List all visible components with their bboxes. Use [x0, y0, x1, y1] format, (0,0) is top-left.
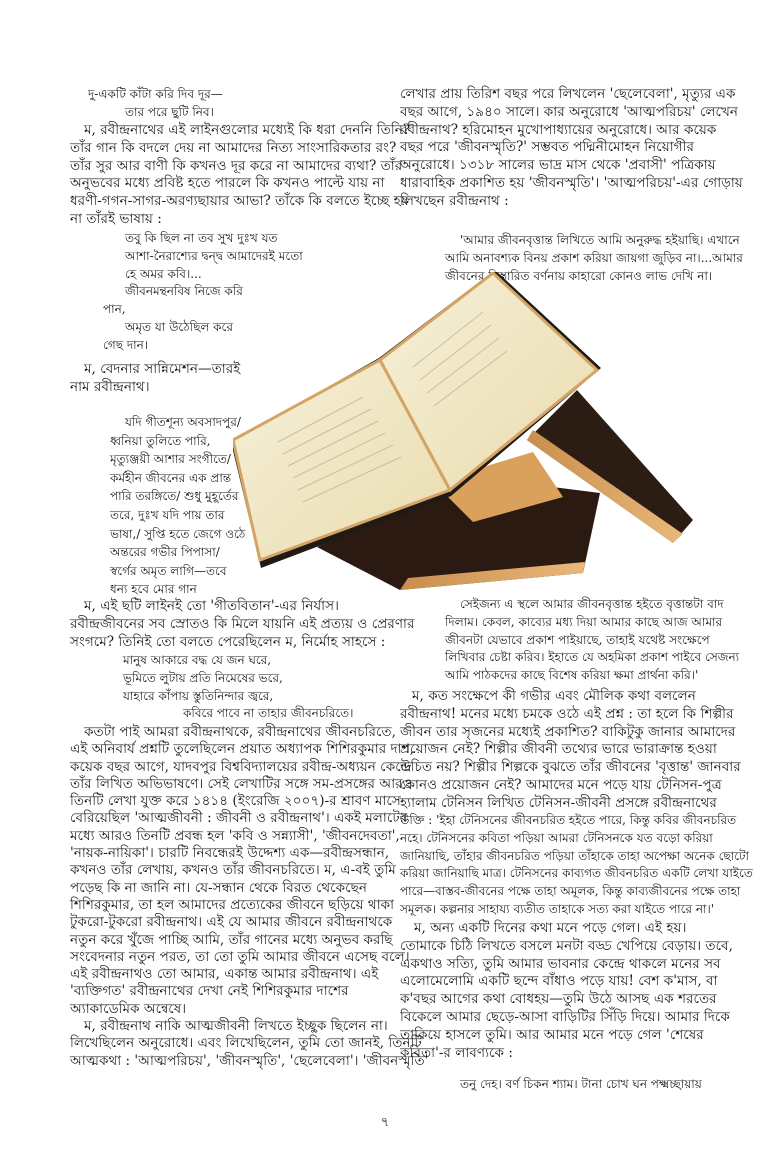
text-line: তার পরে ছুটি নিব।	[125, 104, 214, 119]
text-line: তনু দেহ। বর্ণ চিকন শ্যাম। টানা চোখ ঘন পক্ষ্মচ্ছায়ায়	[460, 1077, 702, 1091]
text-line: আত্মকথা : 'আত্মপরিচয়', 'জীবনস্মৃতি', 'ছেলেবেলা'। 'জীবনস্মৃতি'	[70, 1052, 429, 1069]
text-line: আমি অনাবশ্যক বিনয় প্রকাশ করিয়া জায়গা জুড়িব না।...আমার	[445, 250, 743, 265]
text-line: মৃত্যুঞ্জয়ী আশার সংগীতে/	[110, 452, 231, 467]
text-line: জীবনের বিস্তারিত বর্ণনায় কাহারো কোনও লাভ দেখি না।	[445, 268, 713, 283]
text-line: বছর আগে, ১৯৪০ সালে। কার অনুরোধে 'আত্মপরিচয়' লেখেন	[400, 103, 739, 120]
text-line: ম, অন্য একটি দিনের কথা মনে পড়ে গেল। এই হয়।	[414, 920, 687, 936]
text-line: 'নায়ক-নায়িকা'। চারটি নিবন্ধেরই উদ্দেশ্য এক—রবীন্দ্রসন্ধান,	[70, 845, 390, 862]
text-line: জীবনমন্থনবিষ নিজে করি	[125, 284, 243, 299]
text-line: লিখেছিলেন অনুরোধে। এবং লিখেছিলেন, তুমি তো জানই, তিনটি	[70, 1035, 422, 1052]
text-line: উচিত নয়? শিল্পীর শিল্পকে বুঝতে তাঁর জীবনের 'বৃত্তান্ত' জানবার	[400, 759, 741, 776]
text-line: লিখছেন রবীন্দ্রনাথ :	[400, 192, 509, 209]
text-line: তরে, দুঃখ যদি পায় তার	[110, 507, 225, 522]
verse-quote	[70, 652, 380, 723]
text-line: জীবন তার সৃজনের মধ্যেই প্রকাশিত? বাকিটুকু জানার আমাদের	[400, 723, 736, 740]
text-line: 'আমার জীবনবৃত্তান্ত লিখিতে আমি অনুরুদ্ধ হইয়াছি। এখানে	[460, 233, 740, 247]
text-line: কোনও প্রয়োজন নেই? আমাদের মনে পড়ে যায় টেনিসন-পুত্র	[400, 776, 722, 793]
verse-couplet	[70, 86, 380, 122]
text-line: ভূমিতে লুটায় প্রতি নিমেষের ভরে,	[123, 670, 283, 685]
text-line: মধ্যে আরও তিনটি প্রবন্ধ হল 'কবি ও সন্ন্যাসী', 'জীবনদেবতা',	[70, 827, 400, 844]
text-line: তাঁর সুর আর বাণী কি কখনও দূর করে না আমাদের ব্যথা? তাঁর	[70, 157, 403, 174]
text-line: কর্মহীন জীবনের এক প্রান্ত	[110, 470, 232, 485]
text-line: 'ব্যক্তিগত' রবীন্দ্রনাথের দেখা নেই শিশিরকুমার দাশের	[70, 983, 349, 1000]
block-quote	[400, 812, 753, 919]
text-line: স্বর্গের অমৃত লাগি—তবে	[110, 563, 227, 578]
page-number: ৭	[380, 1115, 390, 1130]
text-line: ম, রবীন্দ্রনাথের এই লাইনগুলোর মধ্যেই কি ধরা দেননি তিনি?	[84, 122, 411, 138]
text-line: আশা-নৈরাশ্যের দ্বন্দ্ব আমাদেরই মতো	[125, 248, 303, 263]
text-line: তাকিয়ে হাসলে তুমি। আর আমার মনে পড়ে গেল 'শেষের	[400, 1026, 704, 1043]
text-line: লিখিবার চেষ্টা করিব। ইহাতে যে অহমিকা প্রকাশ পাইবে সেজন্য	[445, 650, 740, 665]
text-line: ক'বছর আগের কথা বোধহয়—তুমি উঠে আসছ এক শরতের	[400, 991, 717, 1008]
text-line: কবিরে পাবে না তাহার জীবনচরিতে।	[183, 706, 354, 721]
text-line: একথাও সত্যি, তুমি আমার ভাবনার কেন্দ্রে থাকলে মনের সব	[400, 955, 721, 972]
text-line: সংগমে? তিনিই তো বলতে পেরেছিলেন ম, নির্মোহ সাহসে :	[70, 633, 386, 650]
text-line: অনুরোধে। ১৩১৮ সালের ভাদ্র মাস থেকে 'প্রবাসী' পত্রিকায়	[400, 157, 716, 174]
text-line: তিনটি লেখা যুক্ত করে ১৪১৪ (ইংরেজি ২০০৭)-র শ্রাবণ মাসে	[70, 793, 401, 810]
paragraph	[70, 122, 411, 229]
text-line: ম, এই ছটি লাইনই তো 'গীতবিতান'-এর নির্যাস।	[84, 598, 339, 614]
text-line: না তাঁরই ভাষায় :	[70, 210, 162, 227]
text-line: কতটা পাই আমরা রবীন্দ্রনাথকে, রবীন্দ্রনাথের জীবনচরিতে,	[84, 724, 396, 740]
text-line: কয়েক বছর আগে, যাদবপুর বিশ্ববিদ্যালয়ের রবীন্দ্র-অধ্যয়ন কেন্দ্রে	[70, 758, 412, 775]
text-line: অ্যাকাডেমিক অন্বেষে।	[70, 1000, 187, 1017]
verse-quote	[400, 1076, 710, 1094]
paragraph	[400, 86, 743, 211]
text-line: ম, রবীন্দ্রনাথ নাকি আত্মজীবনী লিখতে ইচ্ছুক ছিলেন না।	[84, 1018, 388, 1035]
paragraph	[400, 920, 733, 1062]
paragraph	[70, 598, 415, 651]
text-line: জানিয়াছি, তাঁহার জীবনচরিত পড়িয়া তাঁহাকে তাহা অপেক্ষা অনেক ছোটো	[400, 848, 750, 863]
text-line: গেছ দান।	[103, 337, 149, 352]
text-line: ধারাবাহিক প্রকাশিত হয় 'জীবনস্মৃতি'। 'আত্মপরিচয়'-এর গোড়ায়	[400, 174, 743, 191]
text-line: তোমাকে চিঠি লিখতে বসলে মনটা বড্ড খেপিয়ে বেড়ায়। তবে,	[400, 937, 733, 954]
text-line: হে অমর কবি।...	[125, 266, 202, 281]
text-line: অনুভবের মধ্যে প্রবিষ্ট হতে পারলে কি কখনও পাল্টে যায় না	[70, 175, 385, 192]
text-line: নাম রবীন্দ্রনাথ।	[70, 378, 150, 395]
text-line: রবীন্দ্রনাথ! মনের মধ্যে চমকে ওঠে এই প্রশ্ন : তা হলে কি শিল্পীর	[400, 705, 734, 722]
text-line: লেখার প্রায় তিরিশ বছর পরে লিখলেন 'ছেলেবেলা', মৃত্যুর এক	[400, 86, 736, 102]
text-line: উক্তি : 'ইহা টেনিসনের জীবনচরিত হইতে পারে, কিন্তু কবির জীবনচরিত	[400, 813, 737, 827]
text-line: দিলাম। কেবল, কাব্যের মধ্য দিয়া আমার কাছে আজ আমার	[445, 614, 723, 629]
text-line: দু-একটি কাঁটা করি দিব দূর—	[88, 87, 223, 101]
text-line: রবীন্দ্রজীবনের সব স্রোতও কি মিলে যায়নি এই প্রত্যয় ও প্রেরণার	[70, 615, 415, 632]
text-line: যদি গীতশূন্য অবসাদপুর/	[125, 415, 241, 429]
text-line: ভাষা,/ সুপ্তি হতে জেগে ওঠে	[110, 526, 246, 541]
text-line: সেইজন্য এ স্থলে আমার জীবনবৃত্তান্ত হইতে বৃত্তান্তটা বাদ	[460, 597, 724, 611]
text-line: শিশিরকুমার, তা হল আমাদের প্রত্যেকের জীবনে ছড়িয়ে থাকা	[70, 896, 395, 913]
text-line: জীবনটা যেভাবে প্রকাশ পাইয়াছে, তাহাই যথেষ্ট সংক্ষেপে	[445, 632, 710, 647]
text-line: কবিতা'-র লাবণ্যকে :	[400, 1044, 513, 1061]
text-line: ধন্য হবে মোর গান	[110, 582, 197, 597]
text-line: মানুষ আকারে বদ্ধ যে জন ঘরে,	[123, 653, 272, 667]
paragraph	[400, 688, 741, 813]
text-line: যাহারে কাঁপায় স্তুতিনিন্দার জ্বরে,	[123, 688, 274, 703]
text-line: ধ্বনিয়া তুলিতে পারি,	[110, 433, 211, 448]
text-line: আমি পাঠকদের কাছে বিশেষ করিয়া ক্ষমা প্রার্থনা করি।'	[445, 668, 699, 683]
text-line: ম, বেদনার সান্নিমেশন—তারই	[84, 361, 241, 377]
text-line: এই রবীন্দ্রনাথও তো আমার, একান্ত আমার রবীন্দ্রনাথ। এই	[70, 966, 379, 983]
text-line: তাঁর লিখিত অভিভাষণে। সেই লেখাটির সঙ্গে সম-প্রসঙ্গের আরও	[70, 775, 413, 792]
text-line: হ্যালাম টেনিসন লিখিত টেনিসন-জীবনী প্রসঙ্গে রবীন্দ্রনাথের	[400, 794, 717, 811]
text-line: নতুন করে খুঁজে পাচ্ছি আমি, তাঁর গানের মধ্যে অনুভব করছি	[70, 931, 393, 948]
block-quote	[400, 596, 740, 685]
text-line: পড়েছ কি না জানি না। যে-সন্ধান থেকে বিরত থেকেছেন	[70, 879, 367, 896]
text-line: এলোমেলোমি একটি ছন্দে বাঁধাও পড়ে যায়! বেশ ক'মাস, বা	[400, 973, 718, 990]
text-line: পারে—বাস্তব-জীবনের পক্ষে তাহা অমূলক, কিন্তু কাব্যজীবনের পক্ষে তাহা	[400, 884, 741, 899]
text-line: অমৃত যা উঠেছিল করে	[125, 319, 233, 334]
text-line: কখনও তাঁর লেখায়, কখনও তাঁর জীবনচরিতে। ম, এ-বই তুমি	[70, 862, 396, 879]
text-line: রবীন্দ্রনাথ? হরিমোহন মুখোপাধ্যায়ের অনুরোধে। আর কয়েক	[400, 121, 717, 138]
text-line: টুকরো-টুকরো রবীন্দ্রনাথ। এই যে আমার জীবনে রবীন্দ্রনাথকে	[70, 914, 393, 931]
text-line: ম, কত সংক্ষেপে কী গভীর এবং মৌলিক কথা বললেন	[412, 688, 696, 704]
text-line: সংবেদনার নতুন পরত, তা তো তুমি আমার জীবনে এসেছ বলে।	[70, 948, 410, 965]
text-line: প্রয়োজন নেই? শিল্পীর জীবনী তথ্যের ভারে ভারাক্রান্ত হওয়া	[400, 741, 717, 758]
text-line: নহে। টেনিসনের কবিতা পড়িয়া আমরা টেনিসনকে যত বড়ো করিয়া	[400, 830, 713, 845]
text-line: তাঁর গান কি বদলে দেয় না আমাদের নিত্য সাংসারিকতার রং?	[70, 139, 397, 156]
text-line: বছর পরে 'জীবনস্মৃতি?' সম্ভবত পদ্মিনীমোহন নিয়োগীর	[400, 139, 694, 156]
text-line: পারি তরঙ্গিতে/ শুধু মুহূর্তের	[110, 489, 239, 504]
text-line: বিকেলে আমার ছেড়ে-আসা বাড়িটির সিঁড়ি দিয়ে। আমার দিকে	[400, 1008, 730, 1025]
text-line: এই অনিবার্য প্রশ্নটি তুলেছিলেন প্রয়াত অধ্যাপক শিশিরকুমার দাশ,	[70, 741, 414, 758]
text-line: করিয়া জানিয়াছি মাত্র। টেনিসনের কাব্যগত জীবনচরিত একটি লেখা যাইতে	[400, 866, 753, 881]
text-line: অন্তরের গভীর পিপাসা/	[110, 545, 220, 560]
paragraph	[70, 724, 429, 1070]
text-line: বেরিয়েছিল 'আত্মজীবনী : জীবনী ও রবীন্দ্রনাথ'। একই মলাটের	[70, 810, 408, 827]
text-line: তবু কি ছিল না তব সুখ দুঃখ যত	[125, 231, 278, 245]
text-line: পান,	[103, 302, 126, 317]
text-line: সমূলক। কল্পনার সাহায্য ব্যতীত তাহাকে সত্য করা যাইতে পারে না।'	[400, 901, 715, 916]
text-line: ধরণী-গগন-সাগর-অরণ্যছায়ার আভা? তাঁকে কি বলতে ইচ্ছে হয়	[70, 193, 409, 210]
books-illustration	[233, 272, 695, 592]
